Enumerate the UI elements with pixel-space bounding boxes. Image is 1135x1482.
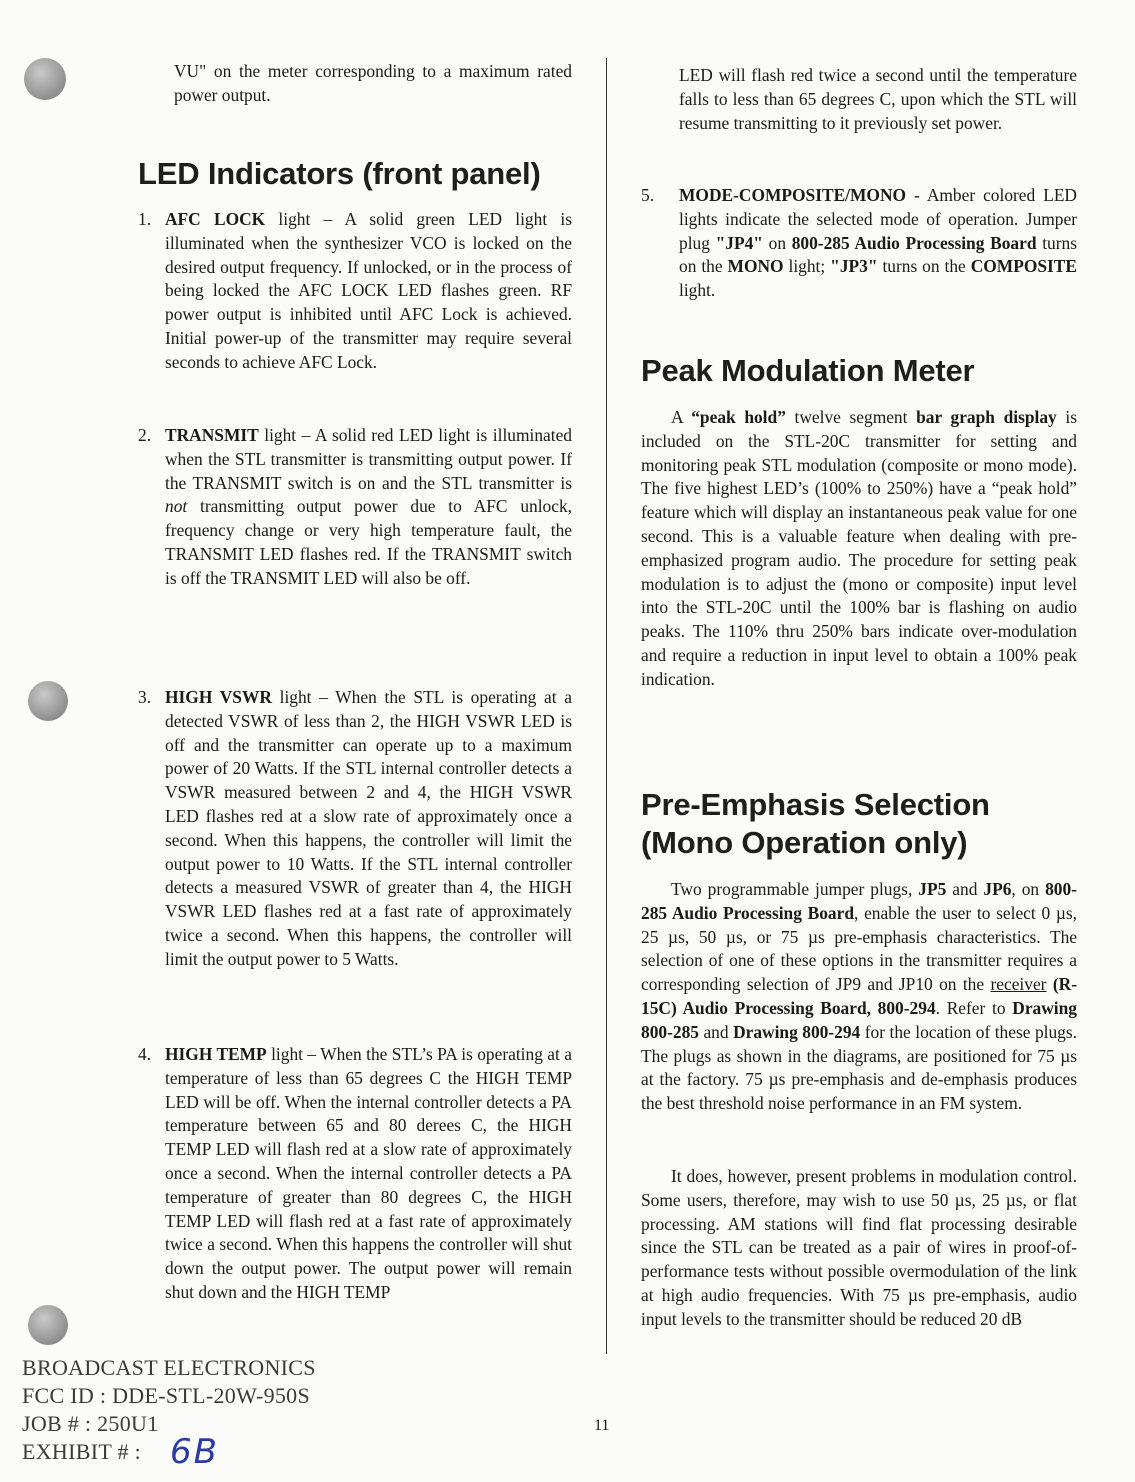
list-item-afc-lock (138, 208, 572, 375)
list-item-high-vswr (138, 686, 572, 972)
list-item-mode (641, 184, 1077, 303)
item-number: 3. (138, 687, 152, 707)
handwritten-exhibit-number: 6B (170, 1432, 219, 1472)
item-number: 1. (138, 209, 152, 229)
footer-company: BROADCAST ELECTRONICS (22, 1355, 316, 1380)
list-item-transmit (138, 424, 572, 591)
page-number: 11 (594, 1417, 610, 1434)
item-body: TRANSMIT light – A solid red LED light is illuminated when the STL transmitter is transmitting output power. If the TRANSMIT switch is on and the STL transmitter is not transmitting output power due to AFC unlock, frequency change or very high temperature fault, the TRANSMIT LED flashes red. If the TRANSMIT switch is off the TRANSMIT LED will also be off. (165, 425, 572, 588)
punch-hole-bottom (28, 1305, 68, 1345)
item-body: MODE-COMPOSITE/MONO - Amber colored LED lights indicate the selected mode of operation. Jumper plug "JP4" on 800-285 Audio Processing Board turns on the MONO light; "JP3" turns on the COMPOSITE light. (679, 185, 1077, 301)
heading-peak-modulation: Peak Modulation Meter (641, 353, 975, 388)
item-body: HIGH TEMP light – When the STL’s PA is operating at a temperature of less than 65 degrees C the HIGH TEMP LED will be off. When the internal controller detects a PA temperature between 65 and 80 derees C, the HIGH TEMP LED will flash red at a slow rate of approximately once a second. When the internal controller detects a PA temperature of greater than 80 degrees C, the HIGH TEMP LED will flash red at a fast rate of approximately twice a second. When this happens the controller will shut down the output power. The output power will remain shut down and the HIGH TEMP (165, 1044, 572, 1302)
item-number: 4. (138, 1044, 152, 1064)
column-divider (606, 58, 607, 1354)
pre-emphasis-paragraph-1: Two programmable jumper plugs, JP5 and JP6, on 800-285 Audio Processing Board, enable the user to select 0 µs, 25 µs, 50 µs, or 75 µs pre-emphasis characteristics. The selection of one of these options in the transmitter requires a corresponding selection of JP9 and JP10 on the receiver (R-15C) Audio Processing Board, 800-294. Refer to Drawing 800-285 and Drawing 800-294 for the location of these plugs. The plugs as shown in the diagrams, are positioned for 75 µs at the factory. 75 µs pre-emphasis and de-emphasis produces the best threshold noise performance in an FM system. (641, 879, 1077, 1114)
footer-job-number: JOB # : 250U1 (22, 1411, 159, 1436)
continued-text: LED will flash red twice a second until the temperature falls to less than 65 degrees C, upon which the STL will resume transmitting to it previously set power. (679, 65, 1077, 133)
footer-exhibit: EXHIBIT # : (22, 1439, 141, 1464)
heading-pre-emphasis: Pre-Emphasis Selection (641, 787, 990, 822)
peak-paragraph: A “peak hold” twelve segment bar graph display is included on the STL-20C transmitter for setting and monitoring peak STL modulation (composite or mono mode). The five highest LED’s (100% to 250%) have a “peak hold” feature which will display an instantaneous peak value for one second. This is a valuable feature when dealing with pre-emphasized program audio. The procedure for setting peak modulation is to adjust the (mono or composite) input level into the STL-20C until the 100% bar is flashing on audio peaks. The 110% thru 250% bars indicate over-modulation and require a reduction in input level to obtain a 100% peak indication. (641, 407, 1077, 689)
punch-hole-top (24, 58, 66, 100)
item-number: 2. (138, 425, 152, 445)
heading-led-indicators: LED Indicators (front panel) (138, 156, 541, 191)
heading-mono-operation: (Mono Operation only) (641, 825, 968, 860)
intro-text: VU" on the meter corresponding to a maximum rated power output. (174, 61, 572, 105)
punch-hole-middle (28, 681, 68, 721)
item-body: HIGH VSWR light – When the STL is operating at a detected VSWR of less than 2, the HIGH VSWR LED is off and the transmitter can operate up to a maximum power of 20 Watts. If the STL internal controller detects a VSWR measured between 2 and 4, the HIGH VSWR LED flashes red at a slow rate of approximately once a second. When this happens, the controller will limit the output power to 10 Watts. If the STL internal controller detects a measured VSWR of greater than 4, the HIGH VSWR LED flashes red at a fast rate of approximately twice a second. When this happens, the controller will limit the output power to 5 Watts. (165, 687, 573, 969)
pre-emphasis-paragraph-2: It does, however, present problems in modulation control. Some users, therefore, may wish to use 50 µs, 25 µs, or flat processing. AM stations will find flat processing desirable since the STL can be treated as a pair of wires in proof-of-performance tests without possible overmodulation of the link at high audio frequencies. With 75 µs pre-emphasis, audio input levels to the transmitter should be reduced 20 dB (641, 1166, 1077, 1329)
item-body: AFC LOCK light – A solid green LED light is illuminated when the synthesizer VCO is locked on the desired output frequency. If unlocked, or in the process of being locked the AFC LOCK LED flashes green. RF power output is inhibited until AFC Lock is achieved. Initial power-up of the transmitter may require several seconds to achieve AFC Lock. (165, 209, 572, 372)
item-number: 5. (641, 185, 655, 205)
list-item-high-temp (138, 1043, 572, 1305)
footer-fcc-id: FCC ID : DDE-STL-20W-950S (22, 1383, 310, 1408)
